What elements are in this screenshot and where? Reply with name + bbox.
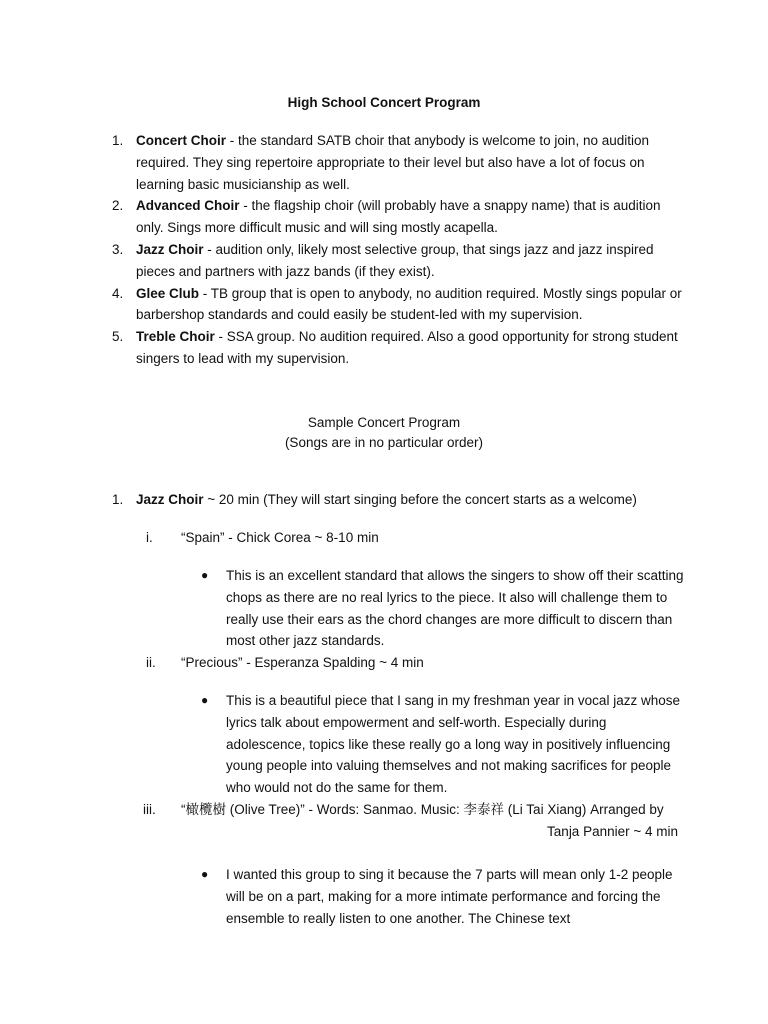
group-name: Jazz Choir [136, 492, 204, 507]
choir-name: Glee Club [136, 285, 200, 301]
program-list [0, 489, 768, 511]
list-number: 1. [112, 133, 124, 148]
list-number: 4. [112, 285, 124, 301]
choir-description: - SSA group. No audition required. Also a good opportunity for strong student singers to lead with my supervision. [136, 329, 678, 366]
group-description: ~ 20 min (They will start singing before the concert starts as a welcome) [203, 492, 637, 507]
choir-name: Jazz Choir [136, 241, 204, 257]
note-text: This is an excellent standard that allows the singers to show off their scatting chops as there are no real lyrics to the piece. It also will challenge them to really use their ears as the chord changes are more difficult to discern than most other jazz standards. [226, 568, 684, 649]
list-item [0, 326, 768, 370]
song-title-continued: Tanja Pannier ~ 4 min [547, 824, 678, 839]
roman-numeral: ii. [146, 655, 156, 670]
choir-name: Treble Choir [136, 329, 215, 345]
note-text: I wanted this group to sing it because the 7 parts will mean only 1-2 people will be on a part, making for a more intimate performance and forcing the ensemble to really listen to one another. The Chinese text [226, 867, 673, 926]
choir-name: Concert Choir [136, 133, 227, 148]
choir-list [0, 130, 768, 370]
song-title: “Spain” - Chick Corea ~ 8-10 min [181, 530, 379, 545]
list-number: 3. [112, 241, 124, 257]
section-title: Sample Concert Program [307, 415, 461, 430]
bullet-icon: ● [201, 693, 209, 707]
song-title: “橄欖樹 (Olive Tree)” - Words: Sanmao. Music: 李泰祥 (Li Tai Xiang) Arranged by [181, 802, 664, 817]
list-item [0, 195, 768, 239]
section-subtitle: (Songs are in no particular order) [284, 435, 484, 450]
note-text: This is a beautiful piece that I sang in my freshman year in vocal jazz whose lyrics talk about empowerment and self-worth. Especially during adolescence, topics like these really go a long way in positively influencing young people into valuing themselves and not making sacrifices for people who would not do the same for them. [226, 693, 680, 796]
choir-description: - the flagship choir (will probably have a snappy name) that is audition only. Sings more difficult music and will sing mostly acapella. [136, 198, 661, 236]
bullet-icon: ● [201, 867, 209, 881]
choir-description: - TB group that is open to anybody, no audition required. Mostly sings popular or barbershop standards and could easily be student-led with my supervision. [136, 285, 682, 323]
roman-numeral: i. [146, 530, 153, 545]
document-title: High School Concert Program [287, 95, 481, 110]
list-number: 2. [112, 198, 124, 214]
choir-description: - the standard SATB choir that anybody is welcome to join, no audition required. They sing repertoire appropriate to their level but also have a lot of focus on learning basic musicianship as well. [136, 133, 649, 192]
list-number: 5. [112, 329, 124, 345]
list-item [0, 130, 768, 195]
choir-name: Advanced Choir [136, 198, 240, 214]
roman-numeral: iii. [143, 802, 156, 817]
list-item [0, 489, 768, 511]
choir-description: - audition only, likely most selective group, that sings jazz and jazz inspired pieces and partners with jazz bands (if they exist). [136, 241, 654, 279]
list-item [0, 283, 768, 327]
bullet-icon: ● [201, 568, 209, 582]
list-number: 1. [112, 492, 124, 507]
song-title: “Precious” - Esperanza Spalding ~ 4 min [181, 655, 424, 670]
list-item [0, 239, 768, 283]
